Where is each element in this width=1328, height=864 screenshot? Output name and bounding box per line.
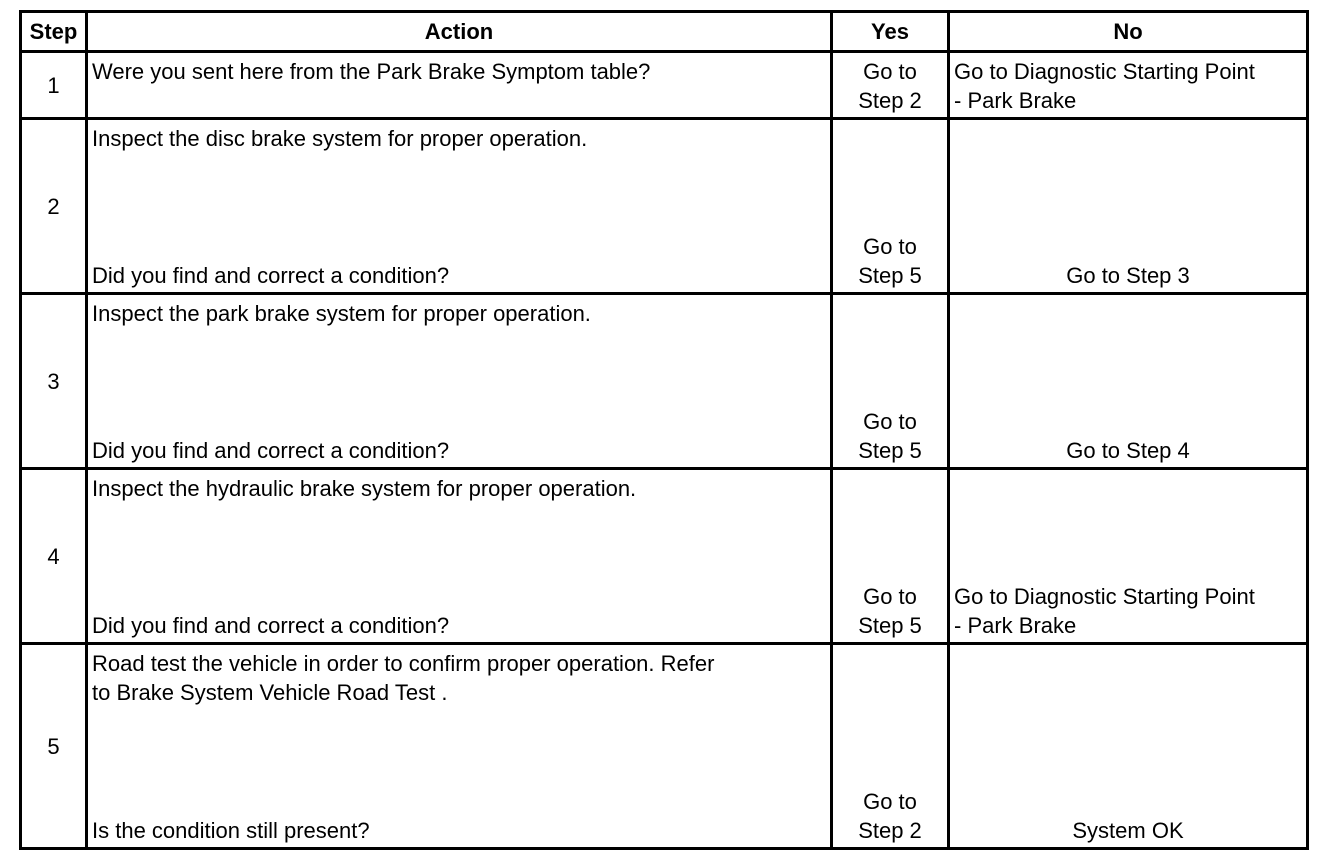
yes-cell bbox=[832, 294, 949, 469]
action-text: Inspect the hydraulic brake system for proper operation. bbox=[92, 476, 637, 501]
no-line: - Park Brake bbox=[954, 613, 1077, 638]
yes-line: Go to bbox=[863, 409, 917, 434]
header-yes: Yes bbox=[832, 12, 949, 52]
yes-line: Step 5 bbox=[858, 613, 922, 638]
action-text: Were you sent here from the Park Brake Symptom table? bbox=[92, 59, 651, 84]
table-row bbox=[21, 294, 1308, 469]
action-text: to Brake System Vehicle Road Test . bbox=[92, 680, 448, 705]
yes-line: Go to bbox=[863, 59, 917, 84]
step-number: 5 bbox=[21, 644, 87, 849]
no-line: System OK bbox=[1072, 818, 1184, 843]
action-cell bbox=[87, 644, 832, 849]
yes-line: Go to bbox=[863, 789, 917, 814]
header-step: Step bbox=[21, 12, 87, 52]
action-cell bbox=[87, 469, 832, 644]
action-question: Is the condition still present? bbox=[92, 818, 370, 843]
no-cell bbox=[949, 119, 1308, 294]
yes-line: Go to bbox=[863, 584, 917, 609]
action-question: Did you find and correct a condition? bbox=[92, 263, 450, 288]
yes-cell bbox=[832, 52, 949, 119]
action-text: Inspect the park brake system for proper operation. bbox=[92, 301, 591, 326]
table-row bbox=[21, 119, 1308, 294]
step-number: 4 bbox=[21, 469, 87, 644]
step-number: 1 bbox=[21, 52, 87, 119]
table-row bbox=[21, 52, 1308, 119]
action-question: Did you find and correct a condition? bbox=[92, 613, 450, 638]
yes-line: Step 5 bbox=[858, 438, 922, 463]
yes-line: Step 2 bbox=[858, 818, 922, 843]
action-text: Inspect the disc brake system for proper operation. bbox=[92, 126, 588, 151]
yes-cell bbox=[832, 119, 949, 294]
yes-line: Step 5 bbox=[858, 263, 922, 288]
no-cell bbox=[949, 294, 1308, 469]
no-cell bbox=[949, 644, 1308, 849]
yes-cell bbox=[832, 644, 949, 849]
no-line: Go to Diagnostic Starting Point bbox=[954, 584, 1255, 609]
action-cell bbox=[87, 119, 832, 294]
header-row bbox=[21, 12, 1308, 52]
no-line: Go to Step 3 bbox=[1066, 263, 1190, 288]
table-row bbox=[21, 644, 1308, 849]
no-line: Go to Diagnostic Starting Point bbox=[954, 59, 1255, 84]
header-no: No bbox=[949, 12, 1308, 52]
action-cell bbox=[87, 294, 832, 469]
no-cell bbox=[949, 469, 1308, 644]
yes-line: Go to bbox=[863, 234, 917, 259]
diagnostic-table bbox=[19, 10, 1309, 850]
header-action: Action bbox=[87, 12, 832, 52]
step-number: 2 bbox=[21, 119, 87, 294]
no-line: - Park Brake bbox=[954, 88, 1077, 113]
action-cell bbox=[87, 52, 832, 119]
no-line: Go to Step 4 bbox=[1066, 438, 1190, 463]
action-text: Road test the vehicle in order to confirm proper operation. Refer bbox=[92, 651, 715, 676]
table-row bbox=[21, 469, 1308, 644]
yes-cell bbox=[832, 469, 949, 644]
no-cell bbox=[949, 52, 1308, 119]
step-number: 3 bbox=[21, 294, 87, 469]
yes-line: Step 2 bbox=[858, 88, 922, 113]
action-question: Did you find and correct a condition? bbox=[92, 438, 450, 463]
